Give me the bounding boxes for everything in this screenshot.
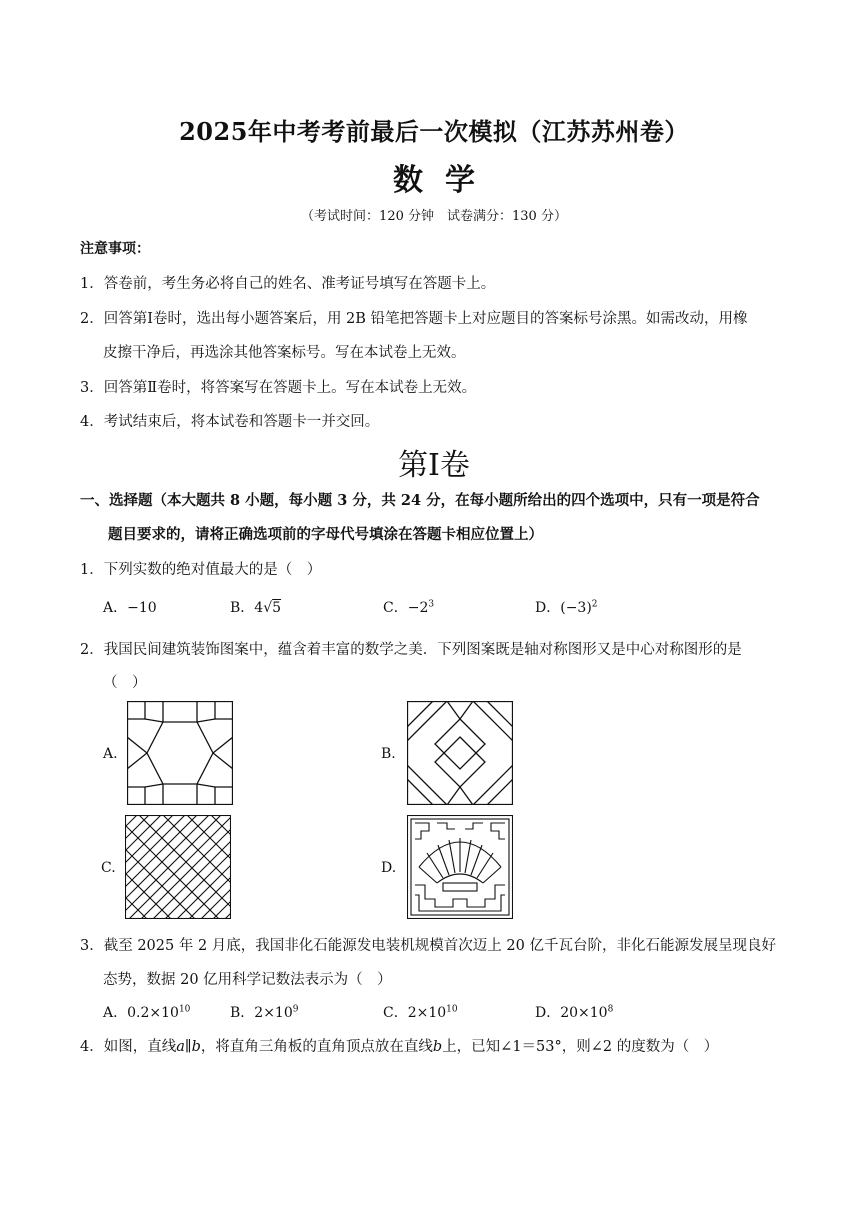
part-heading: 一、选择题（本大题共 8 小题，每小题 3 分，共 24 分，在每小题所给出的四个选项中，只有一项是符合 — [80, 492, 760, 509]
figure-a-label: A. — [103, 746, 118, 762]
figure-a-hexagon-pattern — [127, 701, 233, 805]
sqrt-icon: √ — [263, 600, 273, 616]
note-item: 2．回答第Ⅰ卷时，选出每小题答案后，用 2B 铅笔把答题卡上对应题目的答案标号涂黑。如需改动，用橡 — [80, 311, 748, 327]
q1-option-b: B．4√5 — [230, 600, 282, 616]
question-2-paren: （ ） — [103, 675, 147, 691]
figure-b-label: B. — [381, 746, 396, 762]
figure-c-label: C. — [101, 860, 116, 876]
section-title: 第Ⅰ卷 — [398, 448, 470, 483]
q1-option-a: A．−10 — [103, 600, 157, 616]
question-2-stem: 2．我国民间建筑装饰图案中，蕴含着丰富的数学之美．下列图案既是轴对称图形又是中心对称图形的是 — [80, 642, 742, 658]
note-item: 3．回答第Ⅱ卷时，将答案写在答题卡上。写在本试卷上无效。 — [80, 380, 477, 396]
note-item: 4．考试结束后，将本试卷和答题卡一并交回。 — [80, 414, 380, 430]
exam-title: 2025年中考考前最后一次模拟（江苏苏州卷） — [179, 117, 689, 146]
figure-d-label: D. — [381, 860, 397, 876]
question-1-stem: 1．下列实数的绝对值最大的是（ ） — [80, 562, 322, 578]
figure-b-knot-pattern — [407, 701, 513, 805]
exam-info: （考试时间：120 分钟 试卷满分：130 分） — [301, 209, 567, 224]
notes-heading: 注意事项： — [80, 241, 150, 257]
q3-option-d: D．$20\times 10^8$ — [535, 1004, 614, 1021]
part-heading-continued: 题目要求的，请将正确选项前的字母代号填涂在答题卡相应位置上） — [108, 526, 543, 543]
q1-option-c: C．$-2^3$ — [383, 599, 435, 616]
subject-title: 数学 — [393, 163, 497, 198]
figure-c-weave-pattern — [125, 815, 231, 919]
note-item: 1．答卷前，考生务必将自己的姓名、准考证号填写在答题卡上。 — [80, 276, 496, 292]
question-3-stem: 3．截至 2025 年 2 月底，我国非化石能源发电装机规模首次迈上 20 亿千瓦台阶，非化石能源发展呈现良好 — [80, 938, 776, 954]
question-4-stem: 4．如图，直线a∥b，将直角三角板的直角顶点放在直线b上，已知∠1＝53°，则∠2 的度数为（ ） — [80, 1039, 719, 1055]
q3-option-b: B．$2\times 10^9$ — [230, 1004, 299, 1021]
question-3-stem-continued: 态势，数据 20 亿用科学记数法表示为（ ） — [103, 972, 392, 988]
q3-option-a: A．$0.2\times 10^{10}$ — [103, 1004, 191, 1021]
q3-option-c: C．$2\times 10^{10}$ — [383, 1004, 458, 1021]
note-item-continued: 皮擦干净后，再选涂其他答案标号。写在本试卷上无效。 — [103, 345, 466, 361]
figure-d-fan-pattern — [407, 815, 513, 919]
q1-option-a-value: −10 — [127, 600, 157, 616]
q1-option-d: D．$(-3)^2$ — [535, 599, 598, 616]
